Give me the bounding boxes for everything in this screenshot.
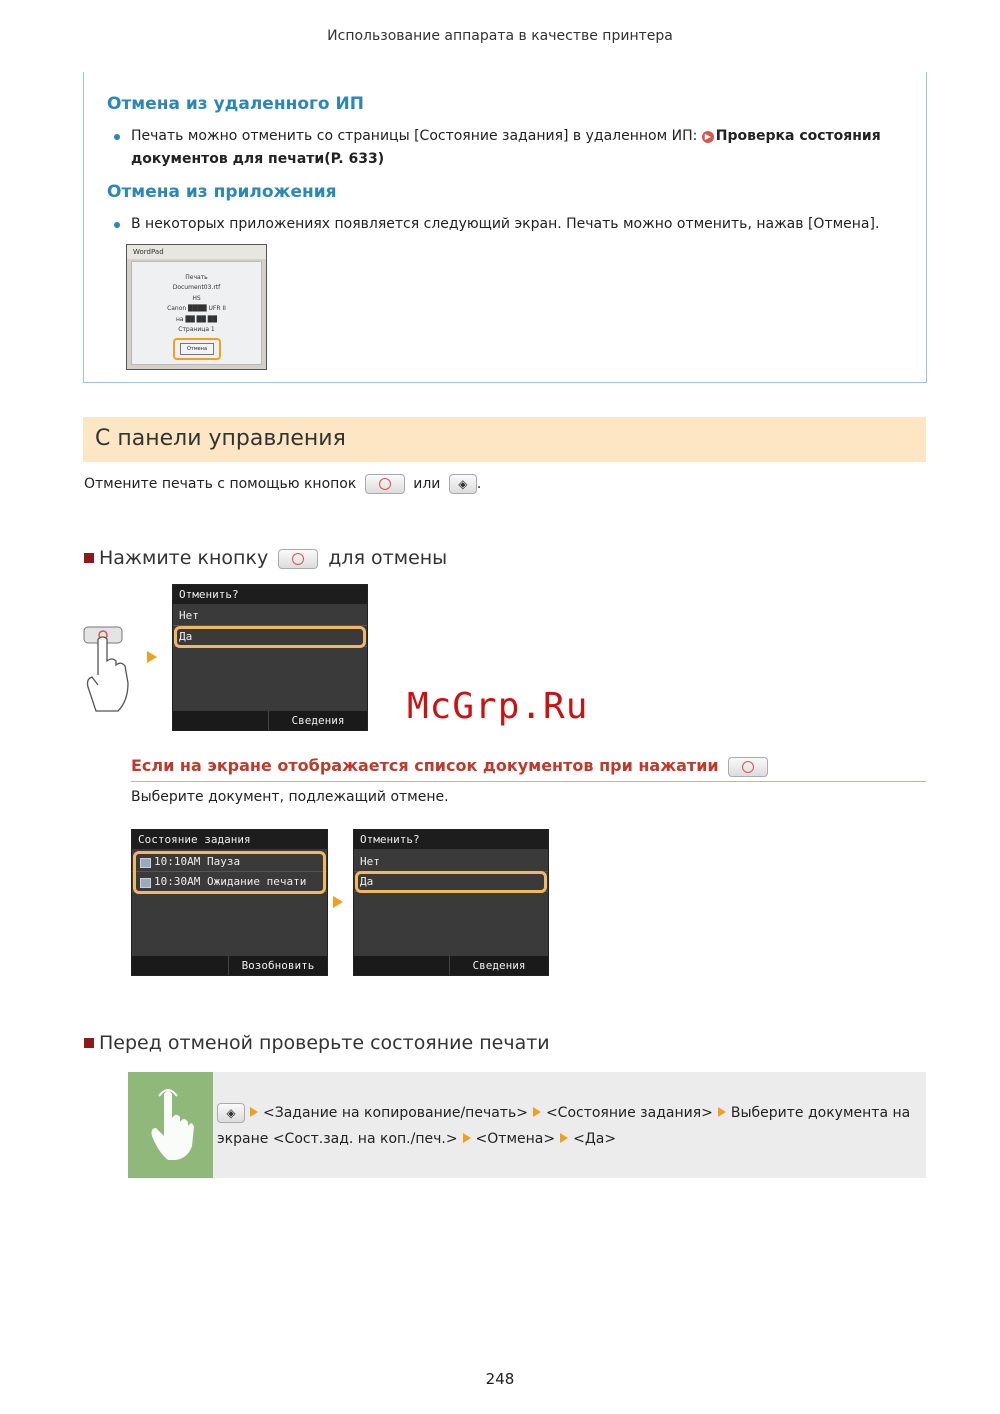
panel-intro — [84, 474, 481, 494]
app-heading: Отмена из приложения — [107, 182, 337, 202]
step-3: Выберите документа на экране <Сост.зад. на коп./печ.> — [217, 1105, 911, 1147]
screen-footer — [173, 711, 367, 730]
step-arrow-icon — [560, 1133, 568, 1143]
dialog-cancel-button[interactable]: Отмена — [180, 343, 214, 355]
cancel-screen — [353, 829, 549, 976]
list-case-text: Выберите документ, подлежащий отмене. — [131, 789, 449, 805]
stop-key-icon — [365, 474, 405, 494]
remote-text: Печать можно отменить со страницы [Состояние задания] в удаленном ИП: — [131, 128, 702, 144]
heading-square-icon — [84, 553, 94, 563]
link-arrow-icon: ▶ — [702, 131, 714, 143]
intro-text: Отмените печать с помощью кнопок — [84, 476, 357, 492]
screen-title: Состояние задания — [132, 830, 327, 849]
step-arrow-icon — [333, 896, 343, 908]
list-case-heading — [131, 756, 768, 777]
selection-highlight — [133, 851, 326, 894]
dialog-line: Страница 1 — [178, 326, 215, 333]
resume-button[interactable]: Возобновить — [228, 956, 327, 975]
screen-row-yes[interactable]: Да — [173, 627, 367, 647]
press-heading — [84, 547, 447, 569]
step-arrow-icon — [250, 1107, 258, 1117]
check-heading-text: Перед отменой проверьте состояние печати — [99, 1032, 550, 1054]
screen-row-no[interactable]: Нет — [173, 606, 367, 626]
dialog-line: Canon ████ UFR II — [167, 305, 226, 312]
watermark: McGrp.Ru — [407, 686, 589, 727]
step-5: <Да> — [573, 1131, 617, 1147]
remote-heading: Отмена из удаленного ИП — [107, 94, 364, 114]
hand-press-icon — [128, 1072, 213, 1178]
dialog-line: Печать — [185, 274, 208, 281]
step-arrow-icon — [533, 1107, 541, 1117]
intro-or: или — [413, 476, 441, 492]
dialog-title: WordPad — [127, 245, 266, 259]
remote-link-part1[interactable]: Проверка состояния — [715, 128, 881, 144]
touch-finger-icon — [82, 625, 136, 715]
step-arrow-icon — [147, 651, 157, 663]
stop-key-icon — [728, 757, 768, 777]
step-1: <Задание на копирование/печать> — [263, 1105, 528, 1121]
step-arrow-icon — [463, 1133, 471, 1143]
dialog-line: Document03.rtf — [172, 284, 221, 291]
screen-footer — [132, 956, 327, 975]
screen-title: Отменить? — [173, 585, 367, 604]
running-header: Использование аппарата в качестве принтера — [327, 28, 673, 44]
job-status-screen — [131, 829, 328, 976]
selection-highlight — [355, 871, 547, 893]
selection-highlight — [174, 626, 366, 648]
check-heading — [84, 1032, 550, 1054]
step-2: <Состояние задания> — [545, 1105, 713, 1121]
details-button[interactable]: Сведения — [449, 956, 548, 975]
app-text: В некоторых приложениях появляется следующий экран. Печать можно отменить, нажав [Отмена]. — [131, 216, 880, 232]
intro-period: . — [476, 476, 482, 492]
step-arrow-icon — [718, 1107, 726, 1117]
dialog-line: на ██ ██ ██ — [175, 316, 217, 323]
dialog-cancel-highlight — [173, 338, 221, 360]
cancel-screen — [172, 584, 368, 731]
heading-rule — [131, 781, 926, 782]
app-bullet — [131, 213, 921, 236]
page-number: 248 — [485, 1370, 515, 1388]
procedure-box — [128, 1072, 926, 1178]
status-monitor-key-icon: ◈ — [449, 474, 477, 494]
screen-row-no[interactable]: Нет — [354, 852, 548, 872]
list-case-heading-text: Если на экране отображается список документов при нажатии — [131, 756, 719, 775]
procedure-steps — [217, 1100, 922, 1152]
dialog-line: HS — [192, 295, 201, 302]
job-row-text: 10:10AM Пауза — [154, 855, 241, 868]
section-band — [83, 417, 926, 462]
bullet-dot — [114, 222, 120, 228]
screen-title: Отменить? — [354, 830, 548, 849]
section-title: С панели управления — [95, 426, 346, 451]
job-row-text: 10:30AM Ожидание печати — [154, 875, 307, 888]
bullet-dot — [114, 134, 120, 140]
screen-row-yes[interactable]: Да — [354, 872, 548, 892]
procedure-sidebar — [128, 1072, 213, 1178]
status-monitor-key-icon: ◈ — [217, 1103, 245, 1123]
remote-bullet — [131, 125, 901, 171]
details-button[interactable]: Сведения — [268, 711, 367, 730]
remote-link-part2[interactable]: документов для печати(P. 633) — [131, 151, 385, 167]
screen-footer — [354, 956, 548, 975]
heading-square-icon — [84, 1038, 94, 1048]
step-4: <Отмена> — [475, 1131, 556, 1147]
press-heading-text-a: Нажмите кнопку — [99, 547, 269, 569]
print-dialog-screenshot — [126, 244, 267, 370]
stop-key-icon — [278, 549, 318, 569]
press-heading-text-b: для отмены — [328, 547, 448, 569]
